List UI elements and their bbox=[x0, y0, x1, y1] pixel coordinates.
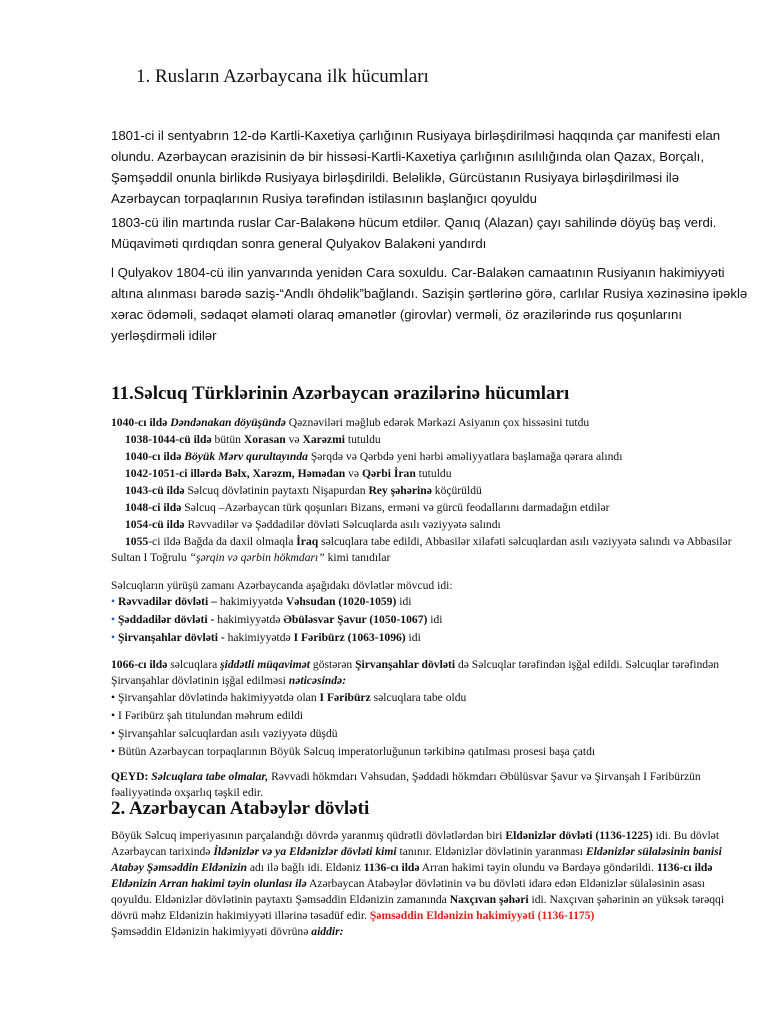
paragraph-1801: 1801-ci il sentyabrın 12-də Kartli-Kaxetiya çarlığının Rusiyaya birləşdirilməsi haqqında çar manifesti elan olundu. Azərbaycan ərazisinin də bir hissəsi-Kartli-Kaxetiya çarlığının asılılığında olan Qazax, Borçalı, Şəmşəddil onunla birlikdə Rusiyaya birləşdirildi. Beləliklə, Gürcüstanın Rusiyaya birləşdirilməsi ilə Azərbaycan torpaqlarının Rusiya tərəfindən istilasının başlanğıcı qoyuldu bbox=[111, 128, 721, 206]
heading-atabeys: 2. Azərbaycan Atabəylər dövləti bbox=[111, 798, 370, 819]
paragraph-1803: 1803-cü ilin martında ruslar Car-Balakənə hücum etdilər. Qanıq (Alazan) çayı sahilində döyüş baş verdi. Müqaviməti qırdıqdan sonra general Qulyakov Balakəni yandırdı bbox=[111, 215, 717, 251]
line-1042-1051: 1042-1051-ci illərdə Bəlx, Xarəzm, Həmədan və Qərbi İran tutuldu bbox=[125, 467, 452, 480]
line-1043: 1043-cü ildə Səlcuq dövlətinin paytaxtı Nişapurdan Rey şəhərinə köçürüldü bbox=[125, 484, 482, 497]
result-3: • Şirvanşahlar səlcuqlardan asılı vəziyyətə düşdü bbox=[111, 727, 338, 740]
paragraph-1804: l Qulyakov 1804-cü ilin yanvarında yenidən Cara soxuldu. Car-Balakən camaatının Rusiyanın hakimiyyəti altına alınması barədə saziş-“Andlı öhdəlik”bağlandı. Sazişin şərtlərinə görə, carlılar Rusiya xəzinəsinə ipəklə xərac ödəməli, sədaqət əlaməti olaraq əmanətlər (girovlar) verməli, öz ərazilərində rus qoşunlarını yerləşdirməli idilər bbox=[111, 265, 748, 343]
line-1040-merv: 1040-cı ildə Böyük Mərv qurultayında Şərqdə və Qərbdə yeni hərbi əməliyyatlara başlamağa qərara alındı bbox=[125, 450, 623, 463]
result-1: • Şirvanşahlar dövlətində hakimiyyətdə olan I Fəribürz səlcuqlara tabe oldu bbox=[111, 691, 467, 704]
paragraph-1066: 1066-cı ildə səlcuqlara şiddətli müqavimət göstərən Şirvanşahlar dövləti də Səlcuqlar tərəfindən işğal edildi. Səlcuqlar tərəfindən Şirvanşahlar dövlətinin işğal edilməsi nəticəsində: bbox=[111, 658, 720, 687]
heading-seljuk-attacks: 11.Səlcuq Türklərinin Azərbaycan ərazilərinə hücumları bbox=[111, 383, 570, 404]
line-1038-1044: 1038-1044-cü ildə bütün Xorasan və Xarəzmi tutuldu bbox=[125, 433, 381, 446]
paragraph-eldaniz: Böyük Səlcuq imperiyasının parçalandığı dövrdə yaranmış qüdrətli dövlətlərdən biri Eldənizlər dövləti (1136-1225) idi. Bu dövlət Azərbaycan tarixində İldənizlər və ya Eldənizlər dövləti kimi tanınır. Eldənizlər dövlətinin yaranması Eldənizlər sülaləsinin banisi Atabəy Şəmsəddin Eldənizin adı ilə bağlı idi. Eldəniz 1136-cı ildə Arran hakimi təyin olundu və Bərdəyə göndərildi. 1136-cı ildə Eldənizin Arran hakimi təyin olunlası ilə Azərbaycan Atabəylər dövlətinin və bu dövləti idarə edən Eldənizlər sülaləsinin əsası qoyuldu. Eldənizlər dövlətinin paytaxtı Şəmsəddin Eldənizin zamanında Naxçıvan şəhəri idi. Naxçıvan şəhərinin ən yüksək tərəqqi dövrü məhz Eldənizin hakimiyyəti illərinə təsadüf edir. Şəmsəddin Eldənizin hakimiyyəti (1136-1175) Şəmsəddin Eldənizin hakimiyyəti dövrünə aiddir: bbox=[111, 829, 725, 938]
result-4: • Bütün Azərbaycan torpaqlarının Böyük Səlcuq imperatorluğunun tərkibinə qatılması prosesi başa çatdı bbox=[111, 745, 596, 758]
note: QEYD: Səlcuqlara tabe olmalar, Rəvvadi hökmdarı Vəhsudan, Şəddadi hökmdarı Əbülüsvar Şavur və Şirvanşah I Fəribürzün fəaliyyətində oxşarlıq təşkil edir. bbox=[111, 770, 701, 799]
result-2: • I Fəribürz şah titulundan məhrum edildi bbox=[111, 709, 304, 722]
heading-russian-attacks: 1. Rusların Azərbaycana ilk hücumları bbox=[136, 66, 429, 87]
line-1040-dandanakan: 1040-cı ildə Dəndənakan döyüşündə Qəznəviləri məğlub edərək Mərkəzi Asiyanın çox hissəsini tutdu bbox=[111, 416, 590, 429]
state-shaddadi: • Şəddadilər dövləti - hakimiyyətdə Əbüləsvar Şavur (1050-1067) idi bbox=[111, 613, 443, 626]
state-ravvadi: • Rəvvadilər dövləti – hakimiyyətdə Vəhsudan (1020-1059) idi bbox=[111, 595, 412, 608]
line-1048: 1048-ci ildə Səlcuq –Azərbaycan türk qoşunları Bizans, erməni və gürcü feodallarını darmadağın etdilər bbox=[125, 501, 610, 514]
line-1055: 1055-ci ildə Bağda da daxil olmaqla İraq səlcuqlara tabe edildi, Abbasilər xilafəti səlcuqlardan asılı vəziyyətə salındı və Abbasilər Sultan I Toğrulu “şərqin və qərbin hökmdarı” kimi tanıdılar bbox=[111, 535, 732, 564]
state-shirvanshah: • Şirvanşahlar dövləti - hakimiyyətdə I Fəribürz (1063-1096) idi bbox=[111, 631, 421, 644]
states-intro: Səlcuqların yürüşü zamanı Azərbaycanda aşağıdakı dövlətlər mövcud idi: bbox=[111, 579, 453, 592]
line-1054: 1054-cü ildə Rəvvadilər və Şəddadilər dövləti Səlcuqlarda asılı vəziyyətə salındı bbox=[125, 518, 501, 531]
